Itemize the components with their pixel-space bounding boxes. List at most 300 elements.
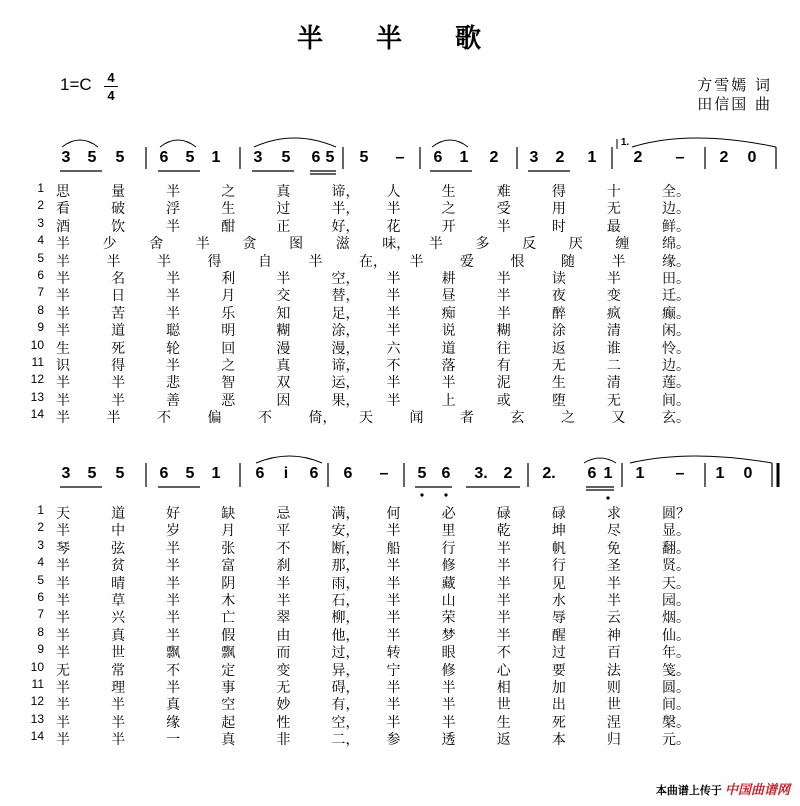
note: 2 xyxy=(489,149,499,166)
lyric-syllable: 由 xyxy=(276,627,291,644)
lyric-syllable: 免 xyxy=(606,540,621,557)
verse-number: 2 xyxy=(37,198,44,213)
lyric-syllable: 苦 xyxy=(111,305,126,322)
lyric-syllable: 常 xyxy=(111,662,126,679)
lyric-syllable: 知 xyxy=(276,305,291,322)
verse-number: 1 xyxy=(37,503,44,517)
lyric-syllable: 半 xyxy=(496,610,511,627)
lyric-syllable: 荣 xyxy=(441,610,456,627)
lyric-syllable: 雨， xyxy=(331,575,360,592)
lyric-syllable: 半 xyxy=(56,375,70,392)
lyric-syllable: 定 xyxy=(221,662,236,679)
lyric-syllable: 随 xyxy=(561,253,575,270)
lyric-syllable: 恨 xyxy=(510,253,525,270)
verse-number: 9 xyxy=(37,320,44,335)
lyric-syllable: 起 xyxy=(221,714,236,731)
lyric-syllable: 半 xyxy=(496,540,511,557)
lyric-syllable: 半 xyxy=(386,575,401,592)
lyric-syllable: 开 xyxy=(441,218,456,235)
lyric-syllable: 求 xyxy=(606,506,621,522)
lyric-syllable: 空 xyxy=(221,697,236,714)
lyric-syllable: 半 xyxy=(276,271,291,287)
time-signature xyxy=(104,70,118,103)
lyric-syllable: 阴 xyxy=(221,575,236,592)
lyric-syllable: 有， xyxy=(331,697,360,714)
lyric-syllable: 醒 xyxy=(551,627,566,644)
lyric-syllable: 夜 xyxy=(551,288,566,305)
lyric-syllable: 涂， xyxy=(331,323,360,340)
footer-site-logo[interactable]: 中国曲谱网 xyxy=(724,782,790,797)
lyric-syllable: 真 xyxy=(111,627,126,644)
lyric-syllable: 之 xyxy=(441,201,456,218)
lyric-syllable: 世 xyxy=(496,697,511,714)
lyric-syllable: 上 xyxy=(441,392,456,409)
note: 5 xyxy=(417,465,427,482)
volta-mark: 1. xyxy=(620,137,630,148)
note: i xyxy=(283,465,289,482)
lyric-syllable: 半 xyxy=(606,593,621,609)
lyric-syllable: 昼 xyxy=(441,288,456,305)
lyric-syllable: 圆。 xyxy=(662,680,690,696)
lyric-syllable: 透 xyxy=(441,732,456,749)
lyric-syllable: 过 xyxy=(551,645,566,662)
lyric-syllable: 半 xyxy=(496,593,511,609)
lyric-syllable: 假 xyxy=(221,627,236,644)
verse-number: 5 xyxy=(37,250,44,265)
lyric-syllable: 饮 xyxy=(111,218,126,235)
lyric-syllable: 槃。 xyxy=(662,714,690,731)
verse-number: 11 xyxy=(31,355,44,369)
lyric-syllable: 本 xyxy=(551,732,566,749)
lyric-syllable: 涅 xyxy=(606,714,621,731)
lyric-syllable: 半 xyxy=(56,714,70,731)
lyric-syllable: 半 xyxy=(56,610,70,627)
lyric-syllable: 好， xyxy=(331,218,360,235)
lyric-syllable: 半 xyxy=(56,593,70,609)
lyric-syllable: 行 xyxy=(551,558,566,575)
note: 5 xyxy=(115,465,125,482)
lyric-syllable: 漫， xyxy=(331,340,360,357)
lyric-syllable: 反 xyxy=(522,236,537,253)
lyric-syllable: 异， xyxy=(331,662,360,679)
lyric-syllable: 满， xyxy=(331,506,360,522)
lyric-syllable: 石， xyxy=(331,593,360,609)
lyric-syllable: 半 xyxy=(56,645,70,662)
lyric-syllable: 半 xyxy=(441,697,456,714)
lyric-syllable: 半 xyxy=(56,288,70,305)
lyric-syllable: 不 xyxy=(258,410,272,427)
lyric-syllable: 半， xyxy=(331,201,360,218)
lyric-syllable: 月 xyxy=(221,523,236,540)
lyric-syllable: 清 xyxy=(606,375,621,392)
lyric-syllable: 半 xyxy=(166,358,181,374)
lyric-syllable: 好 xyxy=(166,506,181,522)
note: 6 xyxy=(159,149,169,166)
lyric-syllable: 怜。 xyxy=(662,340,690,357)
lyric-syllable: 生 xyxy=(441,184,456,200)
lyric-syllable: 半 xyxy=(386,697,401,714)
verse-number: 12 xyxy=(30,694,44,709)
lyric-syllable: 倚， xyxy=(308,410,337,427)
verse-number: 4 xyxy=(37,555,44,570)
note: 6 xyxy=(311,149,321,166)
lyric-syllable: 晴 xyxy=(111,575,126,592)
verse-number: 10 xyxy=(30,659,44,674)
lyric-syllable: 无 xyxy=(276,680,291,696)
lyric-syllable: 癫。 xyxy=(662,305,690,322)
lyric-syllable: 看 xyxy=(56,201,70,218)
lyric-syllable: 半 xyxy=(106,253,121,270)
lyric-syllable: 半 xyxy=(56,236,70,253)
lyric-syllable: 非 xyxy=(276,732,291,749)
note: 1 xyxy=(603,465,613,482)
verse-number: 4 xyxy=(37,233,44,248)
note: 2 xyxy=(555,149,565,166)
verse-number: 3 xyxy=(37,215,44,230)
lyric-syllable: 半 xyxy=(496,288,511,305)
lyric-syllable: 得 xyxy=(111,358,126,374)
lyric-syllable: 谁 xyxy=(606,340,621,357)
lyric-syllable: 田。 xyxy=(662,271,690,287)
lyric-syllable: 法 xyxy=(606,662,621,679)
lyric-syllable: 半 xyxy=(386,680,401,696)
lyric-syllable: 半 xyxy=(111,392,126,409)
lyric-syllable: 藏 xyxy=(441,575,456,592)
note: 0 xyxy=(747,149,757,166)
lyric-syllable: 半 xyxy=(56,271,70,287)
lyric-syllable: 舍 xyxy=(149,236,164,253)
lyric-syllable: 琴 xyxy=(56,540,70,557)
verse-number: 6 xyxy=(37,268,44,282)
note: 1 xyxy=(459,149,469,166)
note: 3 xyxy=(253,149,263,166)
lyric-syllable: 岁 xyxy=(166,523,181,540)
lyric-syllable: 半 xyxy=(111,375,126,392)
lyric-syllable: 半 xyxy=(166,288,181,305)
lyric-syllable: 运， xyxy=(331,375,360,392)
lyric-syllable: 足， xyxy=(331,305,360,322)
lyric-syllable: 之 xyxy=(221,358,236,374)
lyric-syllable: 鲜。 xyxy=(662,218,690,235)
verse-number: 8 xyxy=(37,624,44,639)
verse-number: 12 xyxy=(30,372,44,387)
lyric-syllable: 半 xyxy=(166,558,181,575)
lyric-syllable: 滋 xyxy=(335,236,350,253)
lyric-syllable: 半 xyxy=(409,253,424,270)
note: 3. xyxy=(474,465,488,482)
lyric-syllable: 生 xyxy=(551,375,566,392)
lyric-syllable: 自 xyxy=(258,253,272,270)
lyric-syllable: 破 xyxy=(111,201,126,218)
lyric-syllable: 贪 xyxy=(242,236,257,253)
note: 6 xyxy=(309,465,319,482)
lyric-syllable: 因 xyxy=(276,392,291,409)
lyric-syllable: 空， xyxy=(331,714,360,731)
lyric-syllable: 半 xyxy=(56,575,70,592)
lyric-syllable: 行 xyxy=(441,540,456,557)
lyricist-credit: 方雪嫣 词 xyxy=(697,76,772,94)
note: – xyxy=(675,465,685,482)
lyric-syllable: 断， xyxy=(331,540,360,557)
lyric-syllable: 半 xyxy=(496,558,511,575)
lyric-syllable: 半 xyxy=(428,236,443,253)
lyric-syllable: 那， xyxy=(331,558,360,575)
lyric-syllable: 无 xyxy=(551,358,566,374)
lyric-syllable: 半 xyxy=(386,375,401,392)
lyric-syllable: 刹 xyxy=(276,558,291,575)
lyric-syllable: 间。 xyxy=(662,697,690,714)
verse-number: 7 xyxy=(37,607,44,622)
lyric-syllable: 时 xyxy=(551,218,566,235)
note: 2. xyxy=(542,465,556,482)
note: 6 xyxy=(433,149,443,166)
lyric-syllable: 仙。 xyxy=(662,627,690,644)
lyric-syllable: 半 xyxy=(111,714,126,731)
lyric-syllable: 酣 xyxy=(221,218,236,235)
page-title: 半 半 歌 xyxy=(296,24,504,54)
lyric-syllable: 爱 xyxy=(460,253,474,270)
verse-number: 14 xyxy=(30,407,44,422)
lyric-syllable: 泥 xyxy=(496,375,511,392)
lyric-syllable: 碌 xyxy=(496,506,511,522)
verse-number: 13 xyxy=(30,389,44,404)
lyric-syllable: 识 xyxy=(56,358,70,374)
note: 2 xyxy=(719,149,729,166)
lyric-syllable: 富 xyxy=(221,558,236,575)
lyric-syllable: 之 xyxy=(221,184,236,200)
lyric-syllable: 无 xyxy=(606,201,621,218)
lyric-syllable: 贤。 xyxy=(662,558,690,575)
lyric-syllable: 尽 xyxy=(606,523,621,540)
lyric-syllable: 宁 xyxy=(386,662,401,679)
verse-number: 14 xyxy=(30,729,44,744)
lyric-syllable: 缠 xyxy=(615,236,630,253)
lyric-syllable: 图 xyxy=(289,236,304,253)
lyric-syllable: 不 xyxy=(276,540,291,557)
lyric-syllable: 半 xyxy=(606,271,621,287)
lyric-syllable: 半 xyxy=(56,558,70,575)
lyric-syllable: 碍， xyxy=(331,680,360,696)
verse-number: 8 xyxy=(37,302,44,317)
lyric-syllable: 出 xyxy=(551,697,566,714)
lyric-syllable: 生 xyxy=(221,201,236,218)
lyric-syllable: 年。 xyxy=(662,645,690,662)
lyric-syllable: 转 xyxy=(386,645,401,662)
lyric-syllable: 日 xyxy=(111,288,126,305)
lyric-syllable: 显。 xyxy=(662,523,690,540)
lyric-syllable: 生 xyxy=(496,714,511,731)
note: 1 xyxy=(211,149,221,166)
lyric-syllable: 偏 xyxy=(207,410,222,427)
lyric-syllable: 不 xyxy=(157,410,171,427)
lyric-syllable: 世 xyxy=(606,697,621,714)
lyric-syllable: 元。 xyxy=(662,732,690,749)
lyric-syllable: 世 xyxy=(111,645,126,662)
key-signature: 1=C xyxy=(60,75,92,94)
lyric-syllable: 半 xyxy=(56,680,70,696)
lyric-syllable: 柳， xyxy=(331,610,360,627)
note: 3 xyxy=(61,465,71,482)
lyric-syllable: 交 xyxy=(276,288,291,305)
lyric-syllable: 碌 xyxy=(551,506,566,522)
lyric-syllable: 而 xyxy=(276,645,291,662)
lyric-syllable: 妙 xyxy=(276,697,291,714)
lyric-syllable: 中 xyxy=(111,523,126,540)
lyric-syllable: 帆 xyxy=(551,540,566,557)
lyric-syllable: 不 xyxy=(166,662,181,679)
lyric-syllable: 得 xyxy=(551,184,566,200)
lyric-syllable: 半 xyxy=(441,680,456,696)
lyric-syllable: 半 xyxy=(111,697,126,714)
lyric-syllable: 忌 xyxy=(276,506,291,522)
lyric-syllable: 何 xyxy=(386,506,401,522)
lyric-syllable: 无 xyxy=(606,392,621,409)
lyric-syllable: 山 xyxy=(441,593,456,609)
lyric-syllable: 半 xyxy=(106,410,121,427)
note: 6 xyxy=(343,465,353,482)
lyric-syllable: 轮 xyxy=(166,340,181,357)
lyric-syllable: 他， xyxy=(331,627,360,644)
lyric-syllable: 十 xyxy=(606,184,621,200)
lyric-syllable: 受 xyxy=(496,201,511,218)
lyric-syllable: 之 xyxy=(561,410,575,427)
lyric-syllable: 谛， xyxy=(331,184,360,200)
lyric-syllable: 半 xyxy=(166,593,181,609)
lyric-syllable: 糊 xyxy=(276,323,291,340)
lyric-syllable: 参 xyxy=(386,732,401,749)
lyric-syllable: 糊 xyxy=(496,323,511,340)
lyric-syllable: 悲 xyxy=(166,375,181,392)
lyric-syllable: 全。 xyxy=(662,184,690,200)
lyric-syllable: 酒 xyxy=(56,218,70,235)
lyric-syllable: 一 xyxy=(166,732,181,749)
lyric-syllable: 木 xyxy=(221,593,236,609)
footer-text: 本曲谱上传于 xyxy=(655,785,722,797)
verses-block-2 xyxy=(0,503,800,748)
lyric-syllable: 半 xyxy=(56,305,70,322)
lyric-syllable: 圆？ xyxy=(662,506,690,522)
lyric-syllable: 缘。 xyxy=(662,253,690,270)
lyric-syllable: 不 xyxy=(386,358,401,374)
lyric-syllable: 醉 xyxy=(551,305,566,322)
lyric-syllable: 兴 xyxy=(111,610,126,627)
lyric-syllable: 变 xyxy=(606,288,621,305)
lyric-syllable: 读 xyxy=(551,271,566,287)
lyric-syllable: 清 xyxy=(606,323,621,340)
lyric-syllable: 过， xyxy=(331,645,360,662)
lyric-syllable: 飘 xyxy=(166,645,181,662)
note: 3 xyxy=(61,149,71,166)
lyric-syllable: 修 xyxy=(441,662,456,679)
lyric-syllable: 缘 xyxy=(166,714,181,731)
note: 5 xyxy=(185,465,195,482)
lyric-syllable: 闻 xyxy=(409,410,424,427)
lyric-syllable: 二 xyxy=(606,358,621,374)
lyric-syllable: 云 xyxy=(606,610,621,627)
lyric-syllable: 真 xyxy=(166,697,181,714)
note: 6 xyxy=(255,465,265,482)
lyric-syllable: 在， xyxy=(359,253,387,270)
note: – xyxy=(395,149,405,166)
lyric-syllable: 得 xyxy=(207,253,222,270)
lyric-syllable: 半 xyxy=(166,575,181,592)
lyric-syllable: 理 xyxy=(111,680,126,696)
lyric-syllable: 半 xyxy=(308,253,323,270)
verses-block-1 xyxy=(0,181,800,426)
note: 0 xyxy=(743,465,753,482)
lyric-syllable: 疯 xyxy=(606,305,621,322)
verse-number: 5 xyxy=(37,572,44,587)
lyric-syllable: 张 xyxy=(221,540,236,557)
lyric-syllable: 半 xyxy=(166,540,181,557)
lyric-syllable: 落 xyxy=(441,358,456,374)
lyric-syllable: 少 xyxy=(102,236,117,253)
lyric-syllable: 利 xyxy=(221,271,236,287)
lyric-syllable: 六 xyxy=(386,340,401,357)
lyric-syllable: 浮 xyxy=(166,201,181,218)
lyric-syllable: 迁。 xyxy=(662,288,690,305)
lyric-syllable: 名 xyxy=(111,271,126,287)
lyric-syllable: 智 xyxy=(221,375,236,392)
lyric-syllable: 事 xyxy=(221,680,236,696)
lyric-syllable: 安， xyxy=(331,523,360,540)
lyric-syllable: 半 xyxy=(166,305,181,322)
lyric-syllable: 性 xyxy=(276,714,291,731)
verse-number: 9 xyxy=(37,642,44,657)
lyric-syllable: 不 xyxy=(496,645,511,662)
lyric-syllable: 半 xyxy=(56,392,70,409)
lyric-syllable: 笺。 xyxy=(662,662,690,679)
lyric-syllable: 半 xyxy=(166,627,181,644)
lyric-syllable: 修 xyxy=(441,558,456,575)
lyric-syllable: 天 xyxy=(359,410,373,427)
lyric-syllable: 说 xyxy=(441,323,456,340)
lyric-syllable: 半 xyxy=(56,323,70,340)
note: 2 xyxy=(633,149,643,166)
lyric-syllable: 半 xyxy=(386,558,401,575)
lyric-syllable: 烟。 xyxy=(662,610,690,627)
lyric-syllable: 贫 xyxy=(111,558,126,575)
lyric-syllable: 双 xyxy=(276,375,291,392)
lyric-syllable: 变 xyxy=(276,662,291,679)
lyric-syllable: 加 xyxy=(551,680,566,696)
lyric-syllable: 边。 xyxy=(662,201,690,218)
lyric-syllable: 半 xyxy=(195,236,210,253)
lyric-syllable: 半 xyxy=(111,732,126,749)
lyric-syllable: 半 xyxy=(606,575,621,592)
lyric-syllable: 半 xyxy=(56,253,70,270)
lyric-syllable: 神 xyxy=(606,627,621,644)
lyric-syllable: 乐 xyxy=(221,305,236,322)
lyric-syllable: 生 xyxy=(56,340,70,357)
lyric-syllable: 翠 xyxy=(276,610,291,627)
lyric-syllable: 园。 xyxy=(662,593,690,609)
verse-number: 2 xyxy=(37,520,44,535)
lyric-syllable: 半 xyxy=(386,271,401,287)
note: 6 xyxy=(587,465,597,482)
lyric-syllable: 翻。 xyxy=(662,540,690,557)
lyric-syllable: 间。 xyxy=(662,392,690,409)
note: 5 xyxy=(87,465,97,482)
lyric-syllable: 半 xyxy=(386,305,401,322)
lyric-syllable: 半 xyxy=(386,323,401,340)
lyric-syllable: 半 xyxy=(166,271,181,287)
lyric-syllable: 半 xyxy=(386,714,401,731)
lyric-syllable: 里 xyxy=(441,523,456,540)
lyric-syllable: 半 xyxy=(166,218,181,235)
verse-number: 10 xyxy=(30,337,44,352)
note: 1 xyxy=(715,465,725,482)
